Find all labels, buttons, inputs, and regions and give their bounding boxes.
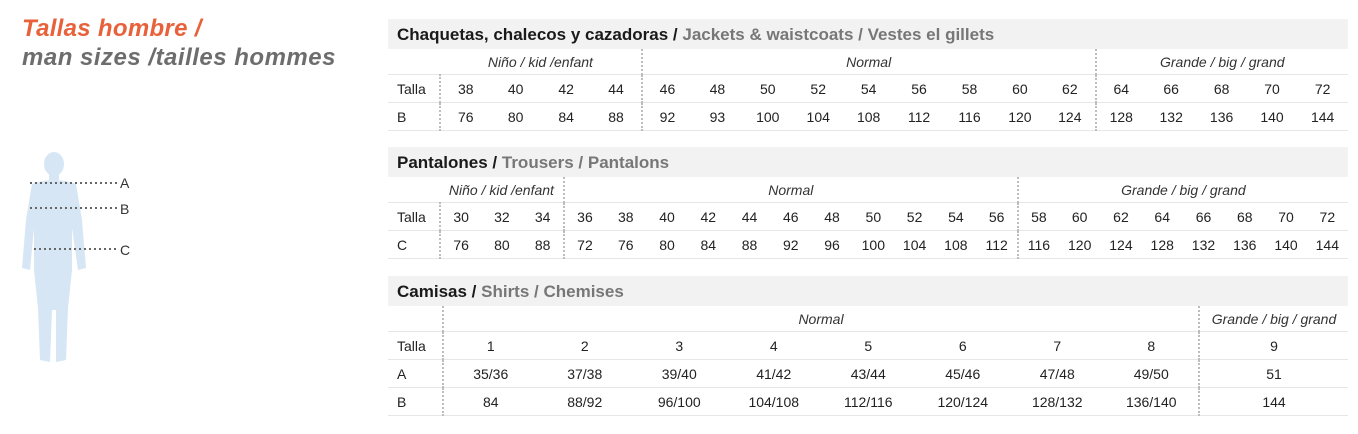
table-cell: 62 bbox=[1045, 75, 1095, 103]
table-row bbox=[388, 75, 1348, 103]
table-cell: 42 bbox=[688, 203, 729, 231]
table-cell: 43/44 bbox=[821, 360, 916, 388]
table-cell: 54 bbox=[843, 75, 893, 103]
marker-b: B bbox=[120, 201, 130, 217]
trousers-group-row bbox=[388, 177, 1348, 203]
table-cell: 50 bbox=[743, 75, 793, 103]
table-cell: 80 bbox=[490, 103, 540, 131]
marker-a: A bbox=[120, 175, 130, 191]
table-cell: 1 bbox=[443, 332, 538, 360]
table-cell: 116 bbox=[944, 103, 994, 131]
table-cell: 34 bbox=[523, 203, 564, 231]
row-label: A bbox=[388, 360, 443, 388]
table-row bbox=[388, 332, 1348, 360]
group-normal: Normal bbox=[642, 49, 1096, 75]
table-cell: 51 bbox=[1199, 360, 1348, 388]
table-cell: 42 bbox=[541, 75, 591, 103]
table-cell: 84 bbox=[443, 388, 538, 416]
shirts-title-es: Camisas / bbox=[397, 282, 477, 301]
table-cell: 88 bbox=[523, 231, 564, 259]
trousers-title-en: Trousers / Pantalons bbox=[501, 153, 670, 172]
table-cell: 3 bbox=[632, 332, 727, 360]
table-cell: 96/100 bbox=[632, 388, 727, 416]
table-cell: 62 bbox=[1100, 203, 1141, 231]
group-kid: Niño / kid /enfant bbox=[440, 49, 642, 75]
marker-c: C bbox=[120, 242, 131, 258]
jackets-group-row bbox=[388, 49, 1348, 75]
table-cell: 108 bbox=[843, 103, 893, 131]
table-cell: 84 bbox=[688, 231, 729, 259]
table-cell: 80 bbox=[481, 231, 522, 259]
table-cell: 132 bbox=[1183, 231, 1224, 259]
table-cell: 48 bbox=[811, 203, 852, 231]
table-cell: 68 bbox=[1224, 203, 1265, 231]
table-cell: 136 bbox=[1224, 231, 1265, 259]
table-cell: 49/50 bbox=[1105, 360, 1200, 388]
table-cell: 88/92 bbox=[538, 388, 633, 416]
table-cell: 136 bbox=[1196, 103, 1246, 131]
group-kid: Niño / kid /enfant bbox=[440, 177, 564, 203]
table-cell: 72 bbox=[1307, 203, 1348, 231]
table-cell: 45/46 bbox=[916, 360, 1011, 388]
table-cell: 108 bbox=[935, 231, 976, 259]
table-cell: 4 bbox=[727, 332, 822, 360]
group-big: Grande / big / grand bbox=[1199, 306, 1348, 332]
jackets-title-en: Jackets & waistcoats / Vestes el gillets bbox=[682, 25, 995, 44]
table-cell: 48 bbox=[692, 75, 742, 103]
table-cell: 120 bbox=[995, 103, 1045, 131]
table-cell: 38 bbox=[440, 75, 490, 103]
table-cell: 58 bbox=[944, 75, 994, 103]
table-cell: 80 bbox=[646, 231, 687, 259]
table-cell: 112/116 bbox=[821, 388, 916, 416]
table-cell: 38 bbox=[605, 203, 646, 231]
table-cell: 100 bbox=[743, 103, 793, 131]
table-row bbox=[388, 203, 1348, 231]
table-cell: 104 bbox=[894, 231, 935, 259]
row-label: Talla bbox=[388, 332, 443, 360]
table-row bbox=[388, 360, 1348, 388]
table-cell: 8 bbox=[1105, 332, 1200, 360]
table-cell: 52 bbox=[793, 75, 843, 103]
table-cell: 88 bbox=[591, 103, 641, 131]
table-cell: 76 bbox=[440, 231, 481, 259]
table-cell: 128 bbox=[1096, 103, 1146, 131]
table-cell: 120/124 bbox=[916, 388, 1011, 416]
table-cell: 128/132 bbox=[1010, 388, 1105, 416]
table-cell: 44 bbox=[591, 75, 641, 103]
table-cell: 7 bbox=[1010, 332, 1105, 360]
table-cell: 72 bbox=[1297, 75, 1348, 103]
table-cell: 39/40 bbox=[632, 360, 727, 388]
table-cell: 92 bbox=[642, 103, 692, 131]
row-label: Talla bbox=[388, 75, 440, 103]
table-cell: 6 bbox=[916, 332, 1011, 360]
man-silhouette-icon bbox=[20, 150, 140, 370]
table-cell: 112 bbox=[894, 103, 944, 131]
table-cell: 76 bbox=[605, 231, 646, 259]
row-label: B bbox=[388, 388, 443, 416]
table-cell: 66 bbox=[1183, 203, 1224, 231]
table-cell: 47/48 bbox=[1010, 360, 1105, 388]
table-cell: 140 bbox=[1265, 231, 1306, 259]
table-cell: 76 bbox=[440, 103, 490, 131]
table-cell: 128 bbox=[1142, 231, 1183, 259]
table-cell: 144 bbox=[1297, 103, 1348, 131]
table-cell: 88 bbox=[729, 231, 770, 259]
table-row bbox=[388, 103, 1348, 131]
jackets-section bbox=[388, 19, 1348, 131]
table-cell: 40 bbox=[646, 203, 687, 231]
table-cell: 64 bbox=[1096, 75, 1146, 103]
table-cell: 70 bbox=[1265, 203, 1306, 231]
row-label: Talla bbox=[388, 203, 440, 231]
table-row bbox=[388, 231, 1348, 259]
table-cell: 30 bbox=[440, 203, 481, 231]
table-cell: 37/38 bbox=[538, 360, 633, 388]
table-cell: 84 bbox=[541, 103, 591, 131]
table-cell: 132 bbox=[1146, 103, 1196, 131]
heading-spanish: Tallas hombre / bbox=[22, 15, 202, 42]
table-cell: 50 bbox=[853, 203, 894, 231]
table-cell: 2 bbox=[538, 332, 633, 360]
table-cell: 52 bbox=[894, 203, 935, 231]
table-cell: 56 bbox=[894, 75, 944, 103]
table-cell: 46 bbox=[642, 75, 692, 103]
table-cell: 64 bbox=[1142, 203, 1183, 231]
shirts-table bbox=[388, 306, 1348, 416]
trousers-title bbox=[388, 147, 1348, 177]
table-cell: 72 bbox=[564, 231, 605, 259]
row-label: B bbox=[388, 103, 440, 131]
table-cell: 104 bbox=[793, 103, 843, 131]
table-row bbox=[388, 388, 1348, 416]
table-cell: 100 bbox=[853, 231, 894, 259]
shirts-section bbox=[388, 276, 1348, 416]
shirts-title-en: Shirts / Chemises bbox=[481, 282, 624, 301]
table-cell: 54 bbox=[935, 203, 976, 231]
table-cell: 58 bbox=[1018, 203, 1059, 231]
table-cell: 144 bbox=[1307, 231, 1348, 259]
table-cell: 9 bbox=[1199, 332, 1348, 360]
trousers-table bbox=[388, 177, 1348, 259]
jackets-table bbox=[388, 49, 1348, 131]
table-cell: 35/36 bbox=[443, 360, 538, 388]
table-cell: 5 bbox=[821, 332, 916, 360]
group-normal: Normal bbox=[443, 306, 1199, 332]
group-normal: Normal bbox=[564, 177, 1018, 203]
table-cell: 144 bbox=[1199, 388, 1348, 416]
table-cell: 66 bbox=[1146, 75, 1196, 103]
row-label: C bbox=[388, 231, 440, 259]
trousers-section bbox=[388, 147, 1348, 259]
table-cell: 120 bbox=[1059, 231, 1100, 259]
table-cell: 124 bbox=[1045, 103, 1095, 131]
table-cell: 116 bbox=[1018, 231, 1059, 259]
table-cell: 68 bbox=[1196, 75, 1246, 103]
table-cell: 124 bbox=[1100, 231, 1141, 259]
table-cell: 40 bbox=[490, 75, 540, 103]
table-cell: 136/140 bbox=[1105, 388, 1200, 416]
trousers-title-es: Pantalones / bbox=[397, 153, 498, 172]
table-cell: 36 bbox=[564, 203, 605, 231]
table-cell: 41/42 bbox=[727, 360, 822, 388]
table-cell: 44 bbox=[729, 203, 770, 231]
shirts-title bbox=[388, 276, 1348, 306]
group-big: Grande / big / grand bbox=[1096, 49, 1348, 75]
table-cell: 140 bbox=[1247, 103, 1297, 131]
table-cell: 92 bbox=[770, 231, 811, 259]
table-cell: 112 bbox=[976, 231, 1017, 259]
table-cell: 93 bbox=[692, 103, 742, 131]
table-cell: 60 bbox=[995, 75, 1045, 103]
jackets-title-es: Chaquetas, chalecos y cazadoras / bbox=[397, 25, 678, 44]
table-cell: 56 bbox=[976, 203, 1017, 231]
table-cell: 60 bbox=[1059, 203, 1100, 231]
table-cell: 70 bbox=[1247, 75, 1297, 103]
heading-translations: man sizes /tailles hommes bbox=[22, 44, 336, 71]
table-cell: 96 bbox=[811, 231, 852, 259]
table-cell: 32 bbox=[481, 203, 522, 231]
table-cell: 46 bbox=[770, 203, 811, 231]
jackets-title bbox=[388, 19, 1348, 49]
shirts-group-row bbox=[388, 306, 1348, 332]
table-cell: 104/108 bbox=[727, 388, 822, 416]
group-big: Grande / big / grand bbox=[1018, 177, 1348, 203]
size-heading bbox=[22, 14, 372, 72]
